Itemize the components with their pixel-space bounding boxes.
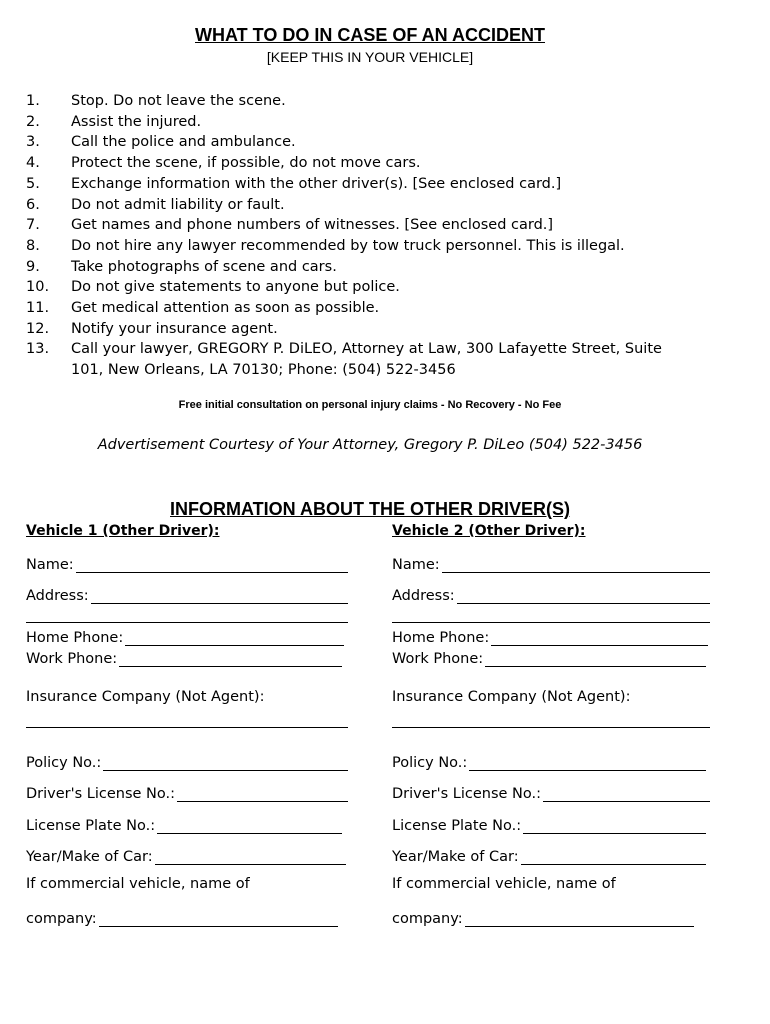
vehicle1-year-make-field[interactable]: Year/Make of Car:	[26, 845, 346, 865]
vehicle1-heading: Vehicle 1 (Other Driver):	[26, 523, 220, 539]
vehicle2-plate-field[interactable]: License Plate No.:	[392, 814, 706, 834]
vehicle2-name-field[interactable]: Name:	[392, 553, 710, 573]
vehicle1-address-line2[interactable]	[26, 621, 348, 623]
vehicle1-home-phone-field[interactable]: Home Phone:	[26, 626, 344, 646]
vehicle1-name-field[interactable]: Name:	[26, 553, 348, 573]
vehicle1-license-field[interactable]: Driver's License No.:	[26, 782, 348, 802]
vehicle2-insurance-label: Insurance Company (Not Agent):	[392, 689, 631, 705]
vehicle2-license-field[interactable]: Driver's License No.:	[392, 782, 710, 802]
list-item: 8. Do not hire any lawyer recommended by tow truck personnel. This is illegal.	[26, 237, 625, 254]
page-title: WHAT TO DO IN CASE OF AN ACCIDENT	[195, 25, 545, 45]
vehicle2-home-phone-field[interactable]: Home Phone:	[392, 626, 708, 646]
vehicle2-policy-field[interactable]: Policy No.:	[392, 751, 706, 771]
vehicle1-plate-field[interactable]: License Plate No.:	[26, 814, 342, 834]
vehicle1-address-field[interactable]: Address:	[26, 584, 348, 604]
list-item: 9. Take photographs of scene and cars.	[26, 258, 337, 275]
vehicle2-commercial-label: If commercial vehicle, name of	[392, 876, 616, 892]
list-item: 10. Do not give statements to anyone but police.	[26, 279, 400, 296]
list-item: 7. Get names and phone numbers of witnesses. [See enclosed card.]	[26, 217, 554, 234]
list-item: 6. Do not admit liability or fault.	[26, 196, 285, 213]
vehicle2-heading: Vehicle 2 (Other Driver):	[392, 523, 586, 539]
list-item: 13. Call your lawyer, GREGORY P. DiLEO, Attorney at Law, 300 Lafayette Street, Suite 101, New Orleans, LA 70130; Phone: (504) 522-3456	[26, 341, 662, 379]
vehicle1-company-field[interactable]: company:	[26, 907, 338, 927]
advertisement-courtesy: Advertisement Courtesy of Your Attorney, Gregory P. DiLeo (504) 522-3456	[97, 437, 643, 453]
page-subtitle: [KEEP THIS IN YOUR VEHICLE]	[266, 49, 474, 65]
list-item: 4. Protect the scene, if possible, do not move cars.	[26, 155, 421, 172]
list-item: 5. Exchange information with the other driver(s). [See enclosed card.]	[26, 175, 562, 192]
list-item: 3. Call the police and ambulance.	[26, 134, 296, 151]
list-item: 2. Assist the injured.	[26, 113, 202, 130]
vehicle1-policy-field[interactable]: Policy No.:	[26, 751, 348, 771]
vehicle1-insurance-label: Insurance Company (Not Agent):	[26, 689, 265, 705]
vehicle2-address-field[interactable]: Address:	[392, 584, 710, 604]
consultation-note: Free initial consultation on personal injury claims - No Recovery - No Fee	[178, 399, 562, 411]
accident-steps-list	[26, 91, 726, 381]
vehicle1-work-phone-field[interactable]: Work Phone:	[26, 647, 342, 667]
vehicle1-commercial-label: If commercial vehicle, name of	[26, 876, 250, 892]
vehicle2-year-make-field[interactable]: Year/Make of Car:	[392, 845, 706, 865]
vehicle2-insurance-line[interactable]	[392, 726, 710, 728]
vehicle2-company-field[interactable]: company:	[392, 907, 694, 927]
vehicle1-insurance-line[interactable]	[26, 726, 348, 728]
list-item: 12. Notify your insurance agent.	[26, 320, 278, 337]
section-title: INFORMATION ABOUT THE OTHER DRIVER(S)	[170, 499, 570, 519]
vehicle2-work-phone-field[interactable]: Work Phone:	[392, 647, 706, 667]
list-item: 1. Stop. Do not leave the scene.	[26, 93, 286, 109]
vehicle2-address-line2[interactable]	[392, 621, 710, 623]
list-item: 11. Get medical attention as soon as possible.	[26, 300, 380, 317]
